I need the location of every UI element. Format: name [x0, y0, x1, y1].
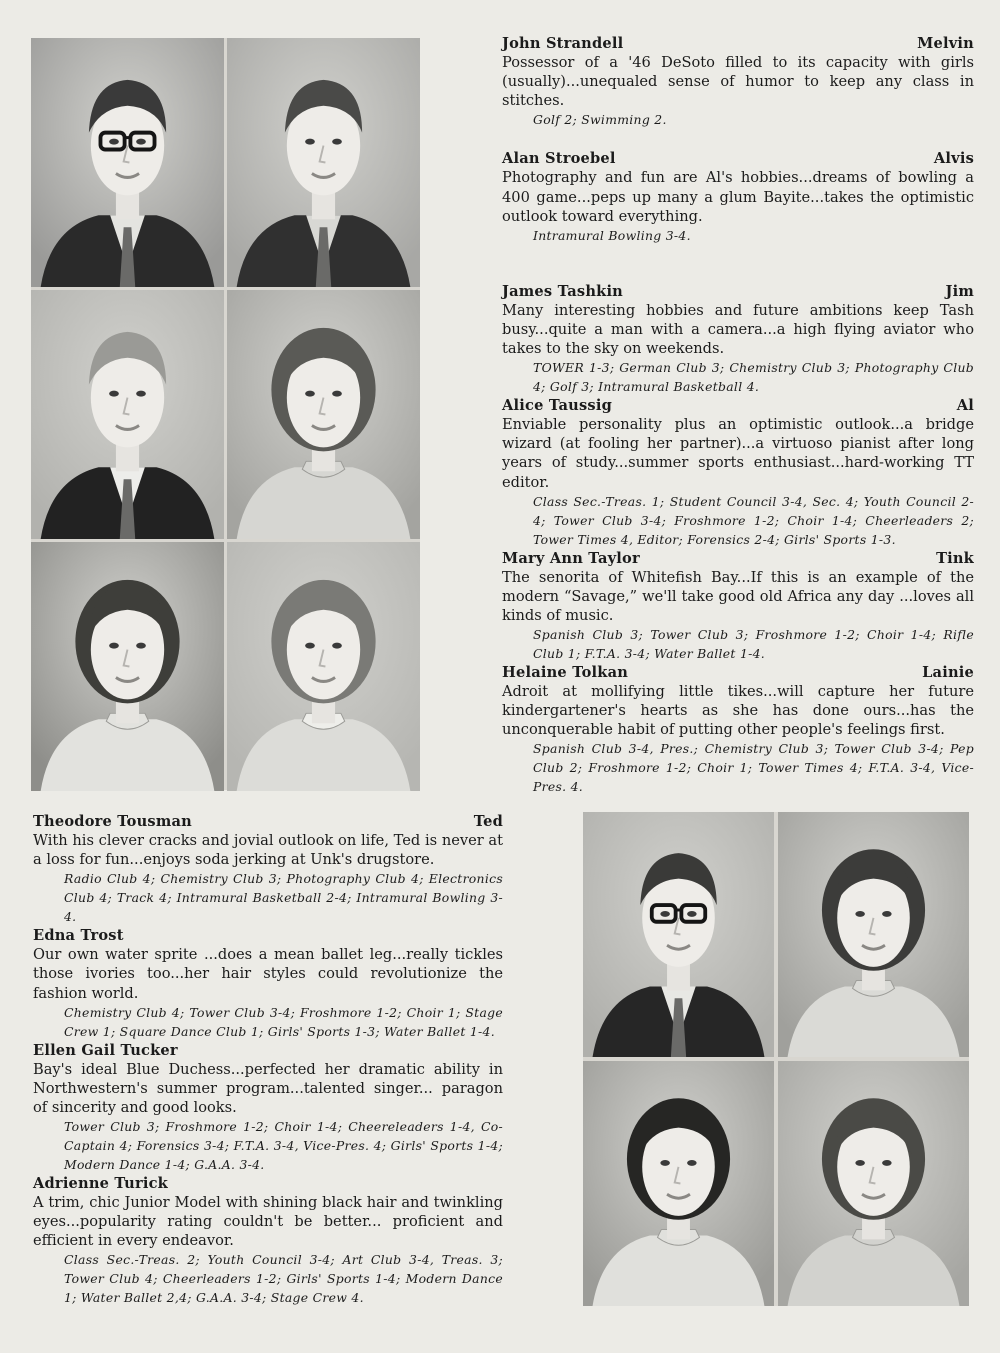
student-description: Bay's ideal Blue Duchess...perfected her dramatic ability in Northwestern's summer program...talented singer... paragon of sincerity and good looks. [33, 1060, 503, 1116]
portrait-girl-short-hair [227, 290, 420, 539]
student-entry [502, 396, 974, 548]
portrait-girl-curly-hair [31, 542, 224, 791]
student-header [33, 1041, 503, 1060]
student-nickname: Lainie [922, 663, 974, 681]
student-description: Possessor of a '46 DeSoto filled to its capacity with girls (usually)...unequaled sense of humor to keep any class in stitches. [502, 54, 974, 110]
student-header [502, 663, 974, 682]
student-header [502, 396, 974, 415]
student-activities: Class Sec.-Treas. 2; Youth Council 3-4; Art Club 3-4, Treas. 3; Tower Club 4; Cheerleaders 1-2; Girls' Sports 1-4; Modern Dance 1; Water Ballet 2,4; G.A.A. 3-4; Stage Crew 4. [64, 1252, 503, 1306]
student-description: A trim, chic Junior Model with shining black hair and twinkling eyes...popularity rating couldn't be better... proficient and efficient in every endeavor. [33, 1194, 503, 1250]
student-activities: Chemistry Club 4; Tower Club 3-4; Froshmore 1-2; Choir 1; Stage Crew 1; Square Dance Club 1; Girls' Sports 1-3; Water Ballet 1-4. [64, 1004, 503, 1039]
portrait-grid-bottom [583, 812, 969, 1306]
student-activities: TOWER 1-3; German Club 3; Chemistry Club 3; Photography Club 4; Golf 3; Intramural Basketball 4. [533, 360, 974, 395]
student-description: Many interesting hobbies and future ambitions keep Tash busy...quite a man with a camera...a high flying aviator who takes to the sky on weekends. [502, 301, 974, 358]
student-entry [502, 549, 974, 663]
student-nickname: Alvis [933, 150, 974, 168]
student-name: Alan Stroebel [502, 150, 616, 168]
student-entries-right-column [502, 34, 974, 796]
portrait-boy-smiling [227, 38, 420, 287]
student-name: Alice Taussig [502, 397, 612, 415]
student-nickname: Al [956, 397, 974, 415]
student-entry [502, 34, 974, 129]
student-entry [33, 1041, 503, 1174]
student-activities: Intramural Bowling 3-4. [533, 227, 691, 243]
student-entries-left-column [33, 812, 503, 1307]
student-description: Adroit at mollifying little tikes...will capture her future kindergartener's hearts as she has done ours...has the unconquerable habit of putting other people's feelings first. [502, 683, 974, 739]
student-entry [33, 1174, 503, 1307]
student-description: With his clever cracks and jovial outlook on life, Ted is never at a loss for fun...enjoys soda jerking at Unk's drugstore. [33, 832, 503, 869]
student-name: Adrienne Turick [33, 1175, 168, 1193]
student-header [33, 926, 503, 945]
student-entry [33, 812, 503, 926]
student-nickname: Melvin [917, 35, 974, 52]
student-nickname: Tink [936, 549, 974, 567]
student-header [502, 282, 974, 301]
student-header [33, 1174, 503, 1193]
student-name: Theodore Tousman [33, 813, 192, 830]
student-entry [33, 926, 503, 1040]
student-description: Our own water sprite ...does a mean ballet leg...really tickles those ivories too...her hair styles could revolutionize the fashion world. [33, 946, 503, 1002]
student-name: James Tashkin [502, 282, 623, 300]
student-name: John Strandell [502, 35, 624, 52]
portrait-boy-browline-glasses [583, 812, 774, 1057]
student-entry [502, 149, 974, 244]
student-activities: Golf 2; Swimming 2. [533, 112, 667, 128]
portrait-girl-bangs [778, 1061, 969, 1306]
student-name: Ellen Gail Tucker [33, 1041, 178, 1059]
student-description: The senorita of Whitefish Bay...If this is an example of the modern “Savage,” we'll take good old Africa any day ...loves all kinds of music. [502, 568, 974, 624]
student-activities: Class Sec.-Treas. 1; Student Council 3-4, Sec. 4; Youth Council 2-4; Tower Club 3-4; Froshmore 1-2; Choir 1-4; Cheerleaders 2; Tower Times 4, Editor; Forensics 2-4; Girls' Sports 1-3. [533, 493, 974, 547]
student-name: Helaine Tolkan [502, 663, 629, 681]
portrait-girl-dark-hair [583, 1061, 774, 1306]
portrait-girl-short-curls [778, 812, 969, 1057]
student-description: Photography and fun are Al's hobbies...dreams of bowling a 400 game...peps up many a glum Bayite...takes the optimistic outlook toward everything. [502, 169, 974, 225]
student-header [33, 812, 503, 831]
student-activities: Spanish Club 3; Tower Club 3; Froshmore 1-2; Choir 1-4; Rifle Club 1; F.T.A. 3-4; Water Ballet 1-4. [533, 626, 974, 661]
student-nickname: Ted [473, 813, 503, 830]
student-header [502, 549, 974, 568]
portrait-grid-top [31, 38, 420, 790]
portrait-boy-glasses [31, 38, 224, 287]
student-activities: Spanish Club 3-4, Pres.; Chemistry Club 3; Tower Club 3-4; Pep Club 2; Froshmore 1-2; Choir 1; Tower Times 4; F.T.A. 3-4, Vice-Pres. 4. [533, 741, 974, 795]
student-name: Mary Ann Taylor [502, 549, 640, 567]
student-name: Edna Trost [33, 927, 124, 945]
portrait-girl-collar [227, 542, 420, 791]
student-header [502, 34, 974, 53]
student-header [502, 149, 974, 168]
portrait-boy-light-hair [31, 290, 224, 539]
student-activities: Radio Club 4; Chemistry Club 3; Photography Club 4; Electronics Club 4; Track 4; Intramural Basketball 2-4; Intramural Bowling 3-4. [64, 871, 503, 925]
student-entry [502, 663, 974, 796]
student-activities: Tower Club 3; Froshmore 1-2; Choir 1-4; Cheereleaders 1-4, Co-Captain 4; Forensics 3-4; F.T.A. 3-4, Vice-Pres. 4; Girls' Sports 1-4; Modern Dance 1-4; G.A.A. 3-4. [64, 1119, 503, 1173]
student-entry [502, 282, 974, 396]
student-nickname: Jim [945, 282, 974, 300]
student-description: Enviable personality plus an optimistic outlook...a bridge wizard (at fooling her partner)...a virtuoso pianist after long years of study...summer sports enthusiast...hard-working TT editor. [502, 416, 974, 491]
